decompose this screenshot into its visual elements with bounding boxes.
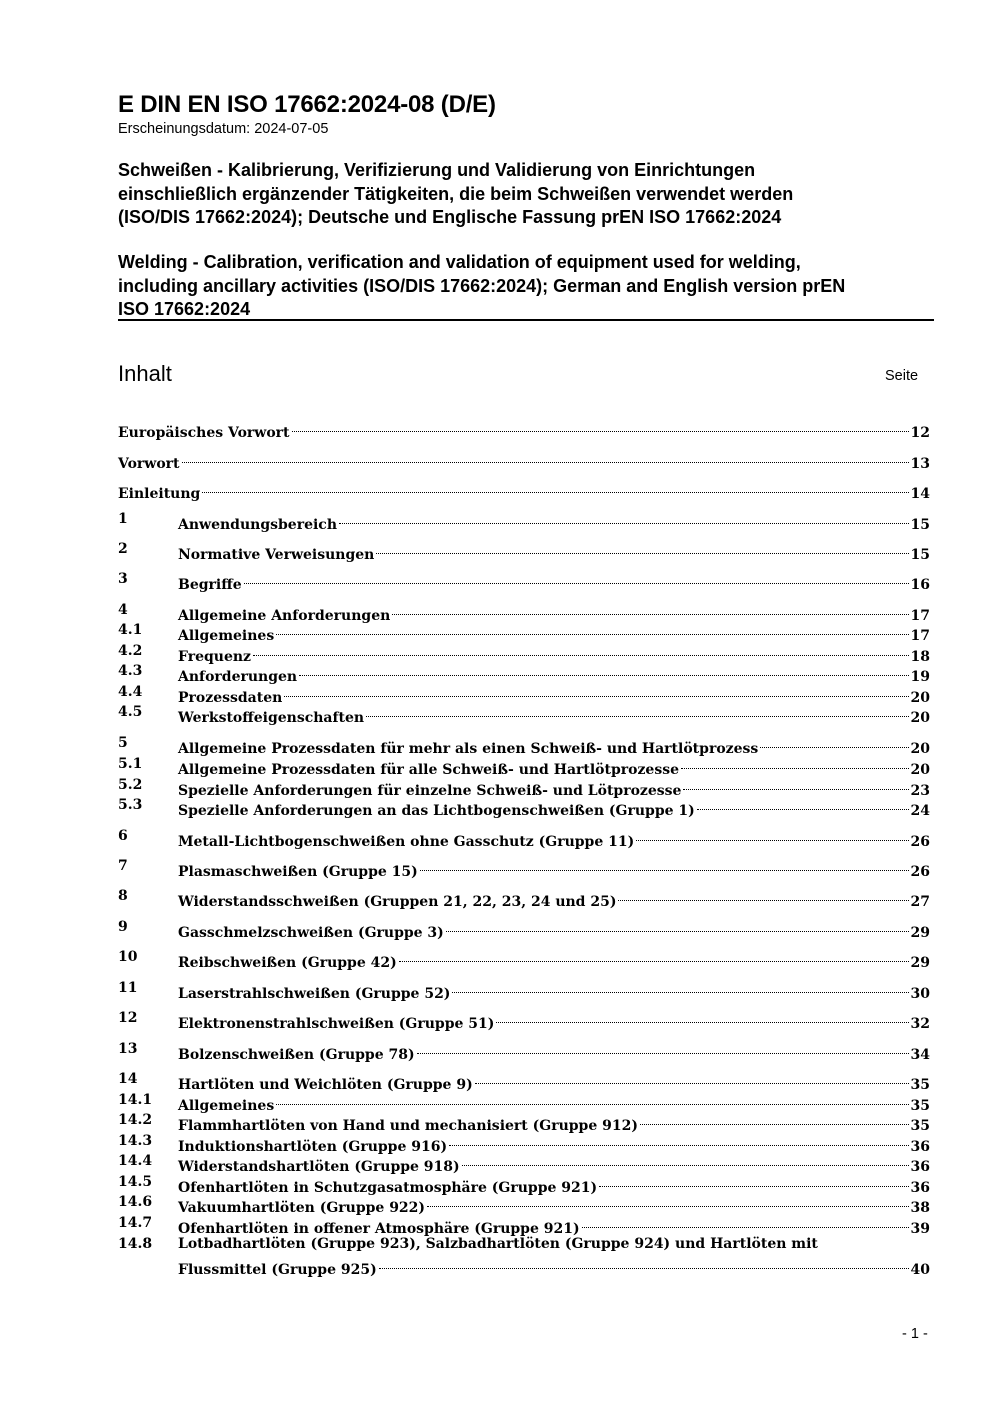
toc-entry-number: 14 <box>118 1071 138 1087</box>
toc-dot-leader <box>475 1069 909 1089</box>
toc-dot-leader <box>462 1151 909 1171</box>
toc-dot-leader <box>427 1192 908 1212</box>
toc-entry-title: Induktionshartlöten (Gruppe 916) <box>178 1139 448 1155</box>
toc-entry-page: 35 <box>910 1077 930 1093</box>
toc-dot-leader <box>446 917 909 937</box>
toc-entry[interactable] <box>118 886 930 910</box>
toc-entry-page: 15 <box>910 547 930 563</box>
toc-heading: Inhalt <box>118 361 172 386</box>
toc-entry-number: 12 <box>118 1010 138 1026</box>
toc-entry-title: Metall-Lichtbogenschweißen ohne Gasschutz (Gruppe 11) <box>178 834 635 850</box>
title-german-line: (ISO/DIS 17662:2024); Deutsche und Englische Fassung prEN ISO 17662:2024 <box>118 207 782 227</box>
title-german-line: einschließlich ergänzender Tätigkeiten, die beim Schweißen verwendet werden <box>118 183 794 204</box>
toc-entry-number: 14.2 <box>118 1112 153 1128</box>
toc-entry-page: 36 <box>910 1180 930 1196</box>
toc-entry-page: 40 <box>910 1262 930 1278</box>
title-english-line: including ancillary activities (ISO/DIS 17662:2024); German and English version prEN <box>118 275 846 296</box>
toc-entry-number: 3 <box>118 571 128 587</box>
toc-entry[interactable] <box>118 1008 930 1032</box>
publication-date: Erscheinungsdatum: 2024-07-05 <box>118 121 329 137</box>
title-english-line: Welding - Calibration, verification and validation of equipment used for welding, <box>118 252 801 272</box>
toc-entry-number: 5.1 <box>118 756 143 772</box>
toc-entry-title: Vakuumhartlöten (Gruppe 922) <box>178 1200 426 1216</box>
toc-entry-page: 36 <box>910 1159 930 1175</box>
toc-page-column-heading: Seite <box>885 368 919 384</box>
toc-entry-page: 35 <box>910 1098 930 1114</box>
toc-entry-page: 20 <box>910 710 930 726</box>
toc-dot-leader <box>366 702 908 722</box>
toc-entry-line <box>178 947 930 973</box>
toc-entry-page: 14 <box>910 486 930 502</box>
toc-entry-title: Flussmittel (Gruppe 925) <box>178 1262 377 1278</box>
toc-entry-line <box>118 417 930 443</box>
toc-entry[interactable] <box>118 917 930 941</box>
toc-entry-number: 14.5 <box>118 1174 153 1190</box>
toc-entry-title: Flammhartlöten von Hand und mechanisiert (Gruppe 912) <box>178 1118 638 1134</box>
toc-entry[interactable] <box>118 733 930 757</box>
header-divider <box>118 319 934 321</box>
toc-entry-line <box>118 448 930 474</box>
toc-entry-number: 11 <box>118 980 138 996</box>
toc-dot-leader <box>618 886 908 906</box>
toc-dot-leader <box>449 1131 908 1151</box>
toc-entry-line <box>178 509 930 535</box>
toc-entry-page: 38 <box>910 1200 930 1216</box>
toc-dot-leader <box>417 1039 909 1059</box>
toc-entry[interactable] <box>118 600 930 624</box>
toc-entry-number: 9 <box>118 919 128 935</box>
toc-entry-number: 5.2 <box>118 777 143 793</box>
toc-entry-page: 35 <box>910 1118 930 1134</box>
toc-entry-number: 4.1 <box>118 622 143 638</box>
toc-entry-title: Plasmaschweißen (Gruppe 15) <box>178 864 418 880</box>
toc-entry-page: 26 <box>910 834 930 850</box>
toc-entry-page: 39 <box>910 1221 930 1237</box>
toc-dot-leader <box>697 795 909 815</box>
toc-dot-leader <box>760 733 908 753</box>
toc-entry-page: 24 <box>910 803 930 819</box>
toc-entry[interactable] <box>118 1213 930 1237</box>
toc-entry-title: Hartlöten und Weichlöten (Gruppe 9) <box>178 1077 473 1093</box>
toc-entry-line <box>178 886 930 912</box>
toc-entry-number: 5 <box>118 735 128 751</box>
toc-entry[interactable] <box>118 795 930 819</box>
toc-entry[interactable] <box>118 1039 930 1063</box>
toc-entry[interactable] <box>118 1151 930 1175</box>
toc-entry[interactable] <box>118 775 930 799</box>
toc-entry-page: 26 <box>910 864 930 880</box>
toc-dot-leader <box>276 620 908 640</box>
toc-entry[interactable] <box>118 569 930 593</box>
toc-entry-title: Gasschmelzschweißen (Gruppe 3) <box>178 925 444 941</box>
toc-dot-leader <box>452 978 908 998</box>
toc-entry-page: 12 <box>910 425 930 441</box>
toc-entry-page: 17 <box>910 608 930 624</box>
toc-entry-page: 19 <box>910 669 930 685</box>
toc-entry-page: 29 <box>910 925 930 941</box>
toc-entry-page: 20 <box>910 741 930 757</box>
toc-entry-page: 27 <box>910 894 930 910</box>
toc-entry[interactable] <box>118 661 930 685</box>
toc-dot-leader <box>276 1090 908 1110</box>
toc-entry-line <box>178 539 930 565</box>
toc-dot-leader <box>420 856 909 876</box>
toc-entry-page: 20 <box>910 762 930 778</box>
toc-entry-title: Allgemeine Prozessdaten für alle Schweiß- und Hartlötprozesse <box>178 762 680 778</box>
toc-entry[interactable] <box>118 826 930 850</box>
toc-entry-title: Allgemeine Prozessdaten für mehr als einen Schweiß- und Hartlötprozess <box>178 741 759 757</box>
toc-entry[interactable] <box>118 947 930 971</box>
toc-entry-number: 1 <box>118 511 128 527</box>
toc-entry-title: Einleitung <box>118 486 201 502</box>
toc-dot-leader <box>244 569 909 589</box>
toc-entry-page: 32 <box>910 1016 930 1032</box>
toc-entry-line <box>178 826 930 852</box>
toc-dot-leader <box>379 1254 909 1274</box>
toc-entry-page: 20 <box>910 690 930 706</box>
toc-entry[interactable] <box>118 682 930 706</box>
toc-entry-page: 34 <box>910 1047 930 1063</box>
toc-entry-line <box>178 856 930 882</box>
toc-entry-line <box>178 1254 930 1280</box>
toc-entry[interactable] <box>118 1234 930 1278</box>
toc-dot-leader <box>683 775 908 795</box>
toc-dot-leader <box>376 539 908 559</box>
toc-dot-leader <box>202 478 908 498</box>
toc-entry-title-line: Lotbadhartlöten (Gruppe 923), Salzbadhartlöten (Gruppe 924) und Hartlöten mit <box>178 1236 818 1252</box>
toc-entry-line <box>118 478 930 504</box>
toc-entry[interactable] <box>118 856 930 880</box>
toc-entry[interactable] <box>118 641 930 665</box>
document-id: E DIN EN ISO 17662:2024-08 (D/E) <box>118 91 496 118</box>
toc-entry-page: 15 <box>910 517 930 533</box>
toc-entry[interactable] <box>118 754 930 778</box>
toc-entry[interactable] <box>118 1131 930 1155</box>
toc-entry[interactable] <box>118 1172 930 1196</box>
toc-entry-number: 5.3 <box>118 797 143 813</box>
toc-entry-number: 6 <box>118 828 128 844</box>
toc-entry-number: 4.3 <box>118 663 143 679</box>
toc-entry[interactable] <box>118 1069 930 1093</box>
toc-entry-line <box>178 1008 930 1034</box>
toc-entry-title: Ofenhartlöten in Schutzgasatmosphäre (Gruppe 921) <box>178 1180 598 1196</box>
toc-entry-number: 8 <box>118 888 128 904</box>
toc-entry-title: Allgemeines <box>178 1098 275 1114</box>
toc-entry-title: Normative Verweisungen <box>178 547 375 563</box>
toc-entry[interactable] <box>118 448 930 472</box>
title-english <box>118 251 845 322</box>
toc-entry-page: 36 <box>910 1139 930 1155</box>
toc-entry-number: 7 <box>118 858 128 874</box>
toc-entry-title: Vorwort <box>118 456 180 472</box>
toc-entry-number: 4.4 <box>118 684 143 700</box>
toc-dot-leader <box>392 600 908 620</box>
toc-entry-page: 13 <box>910 456 930 472</box>
toc-dot-leader <box>299 661 908 681</box>
title-english-line: ISO 17662:2024 <box>118 299 251 319</box>
toc-entry-page: 29 <box>910 955 930 971</box>
toc-entry-line <box>178 569 930 595</box>
toc-entry-title: Anwendungsbereich <box>178 517 337 533</box>
toc-entry-line <box>178 702 930 728</box>
toc-dot-leader <box>292 417 909 437</box>
toc-entry-number: 14.8 <box>118 1236 153 1252</box>
toc-entry-title: Widerstandsschweißen (Gruppen 21, 22, 23, 24 und 25) <box>178 894 617 910</box>
toc-entry-title: Bolzenschweißen (Gruppe 78) <box>178 1047 415 1063</box>
toc-entry-title: Begriffe <box>178 577 242 593</box>
toc-entry-title: Allgemeines <box>178 628 275 644</box>
toc-dot-leader <box>253 641 909 661</box>
toc-dot-leader <box>182 448 909 468</box>
toc-entry-number: 4 <box>118 602 128 618</box>
toc-entry-line <box>178 795 930 821</box>
toc-entry[interactable] <box>118 509 930 533</box>
toc-entry[interactable] <box>118 539 930 563</box>
toc-entry-title: Europäisches Vorwort <box>118 425 290 441</box>
toc-dot-leader <box>496 1008 908 1028</box>
toc-dot-leader <box>636 826 908 846</box>
toc-entry-title: Anforderungen <box>178 669 298 685</box>
toc-entry[interactable] <box>118 978 930 1002</box>
toc-entry-number: 4.2 <box>118 643 143 659</box>
toc-dot-leader <box>640 1110 909 1130</box>
toc-entry-number: 2 <box>118 541 128 557</box>
toc-entry-number: 14.6 <box>118 1194 153 1210</box>
toc-dot-leader <box>582 1213 909 1233</box>
toc-entry[interactable] <box>118 417 930 441</box>
toc-entry[interactable] <box>118 478 930 502</box>
toc-dot-leader <box>399 947 909 967</box>
toc-entry-page: 30 <box>910 986 930 1002</box>
title-german-line: Schweißen - Kalibrierung, Verifizierung und Validierung von Einrichtungen <box>118 160 756 180</box>
toc-entry-line <box>178 978 930 1004</box>
toc-dot-leader <box>681 754 909 774</box>
toc-entry-number: 14.3 <box>118 1133 153 1149</box>
toc-entry-page: 16 <box>910 577 930 593</box>
toc-entry-line <box>178 917 930 943</box>
toc-entry-title: Werkstoffeigenschaften <box>178 710 365 726</box>
toc-entry-number: 13 <box>118 1041 138 1057</box>
toc-entry[interactable] <box>118 702 930 726</box>
toc-dot-leader <box>284 682 908 702</box>
toc-entry-title: Spezielle Anforderungen für einzelne Schweiß- und Lötprozesse <box>178 783 682 799</box>
toc-entry[interactable] <box>118 1110 930 1134</box>
toc-entry-number: 14.1 <box>118 1092 153 1108</box>
toc-entry-title: Frequenz <box>178 649 251 665</box>
toc-entry[interactable] <box>118 620 930 644</box>
toc-entry[interactable] <box>118 1090 930 1114</box>
toc-entry-page: 17 <box>910 628 930 644</box>
toc-entry-number: 14.4 <box>118 1153 153 1169</box>
toc-entry-title: Widerstandshartlöten (Gruppe 918) <box>178 1159 460 1175</box>
toc-entry-title: Ofenhartlöten in offener Atmosphäre (Gruppe 921) <box>178 1221 580 1237</box>
toc-entry-number: 4.5 <box>118 704 143 720</box>
toc-entry-page: 23 <box>910 783 930 799</box>
page-number: - 1 - <box>902 1326 928 1342</box>
toc-entry-page: 18 <box>910 649 930 665</box>
title-german <box>118 159 793 230</box>
toc-dot-leader <box>599 1172 908 1192</box>
toc-entry-title: Allgemeine Anforderungen <box>178 608 391 624</box>
toc-entry-title: Elektronenstrahlschweißen (Gruppe 51) <box>178 1016 495 1032</box>
toc-entry-number: 10 <box>118 949 138 965</box>
toc-entry-title: Spezielle Anforderungen an das Lichtbogenschweißen (Gruppe 1) <box>178 803 695 819</box>
toc-entry-line <box>178 1039 930 1065</box>
toc-entry-title: Reibschweißen (Gruppe 42) <box>178 955 397 971</box>
toc-entry-title: Laserstrahlschweißen (Gruppe 52) <box>178 986 451 1002</box>
toc-entry-number: 14.7 <box>118 1215 153 1231</box>
toc-dot-leader <box>339 509 909 529</box>
toc-entry[interactable] <box>118 1192 930 1216</box>
toc-entry-title: Prozessdaten <box>178 690 283 706</box>
